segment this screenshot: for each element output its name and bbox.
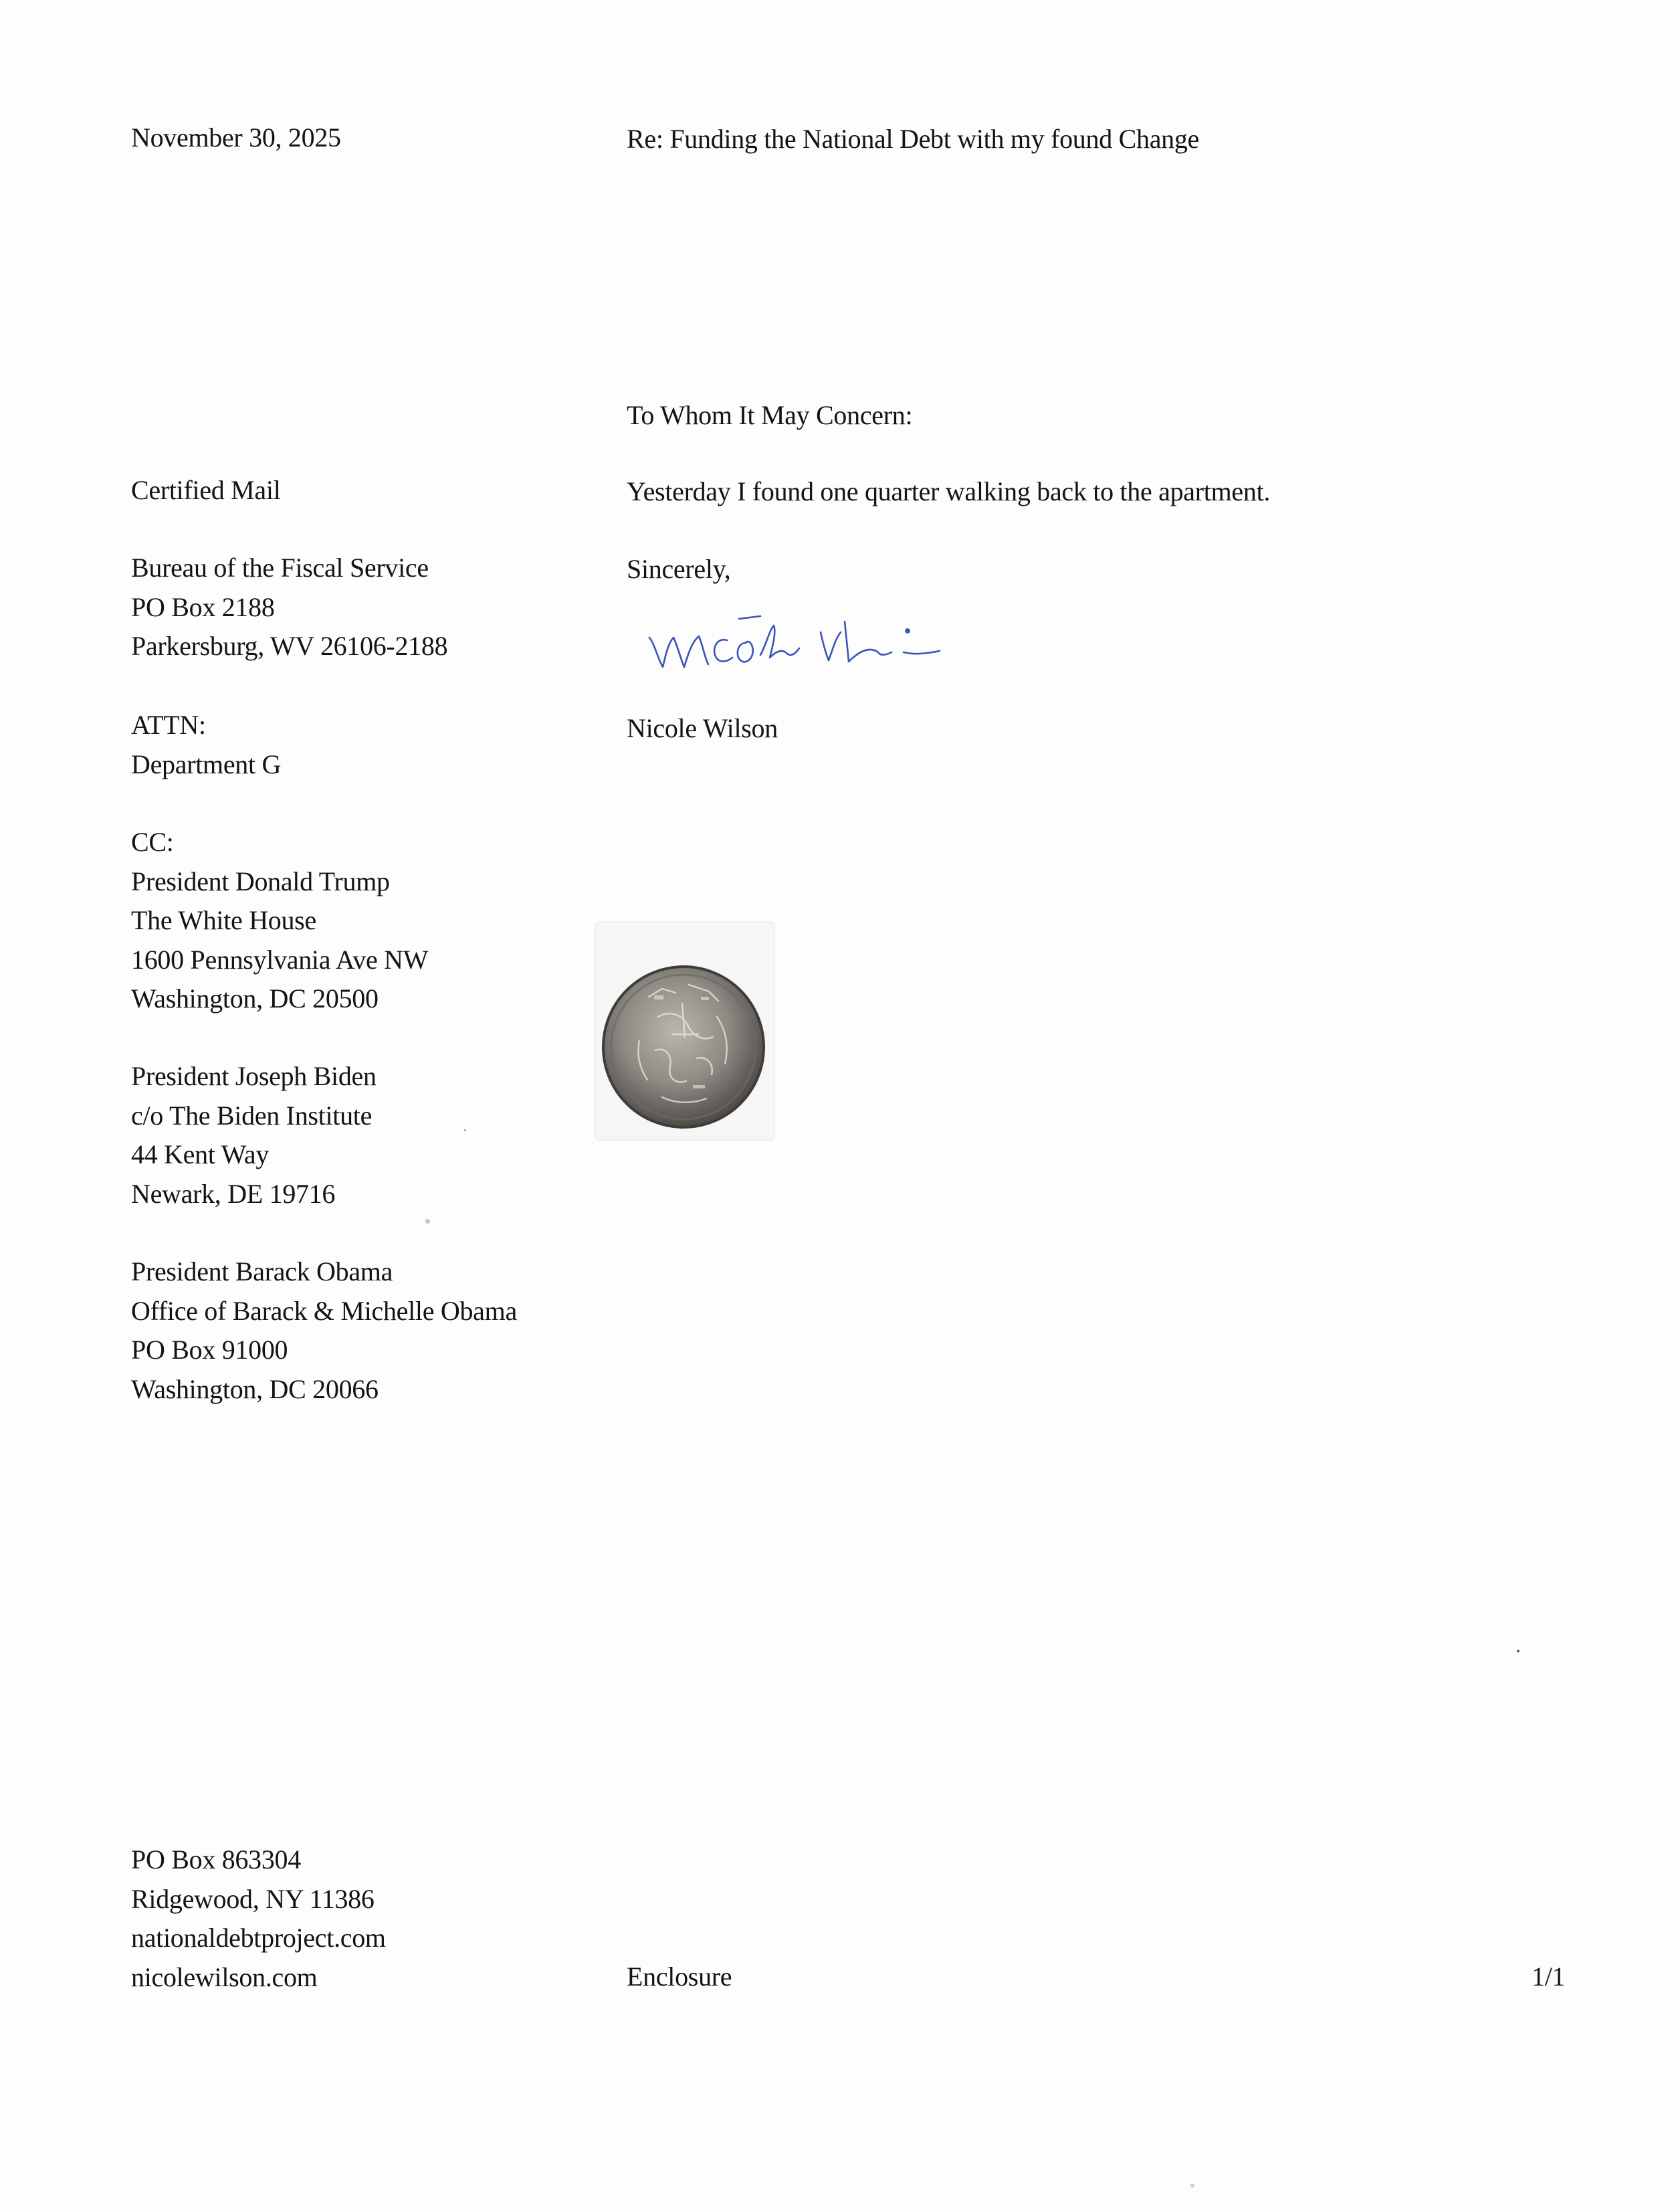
letter-salutation: To Whom It May Concern: [627, 400, 913, 430]
cc-line: c/o The Biden Institute [131, 1100, 373, 1131]
quarter-coin-icon [575, 917, 789, 1144]
cc-line: Office of Barack & Michelle Obama [131, 1295, 517, 1326]
cc-line: Washington, DC 20066 [131, 1373, 379, 1404]
scan-speck [425, 1219, 430, 1224]
scan-speck [464, 1129, 466, 1131]
cc-line: President Donald Trump [131, 866, 390, 896]
cc-block-biden [131, 1057, 377, 1214]
page-number: 1/1 [1532, 1961, 1566, 1992]
letter-closing: Sincerely, [627, 554, 731, 584]
attn-block [131, 706, 281, 784]
cc-block-obama [131, 1252, 517, 1409]
sender-website: nicolewilson.com [131, 1961, 318, 1992]
cc-line: 44 Kent Way [131, 1139, 270, 1169]
address-line: Bureau of the Fiscal Service [131, 553, 429, 583]
cc-line: The White House [131, 905, 316, 935]
cc-line: President Barack Obama [131, 1256, 393, 1286]
sender-line: Ridgewood, NY 11386 [131, 1883, 375, 1914]
scan-speck [1190, 2184, 1194, 2188]
letter-date: November 30, 2025 [131, 122, 341, 153]
attn-label: ATTN: [131, 710, 206, 740]
letter-subject: Re: Funding the National Debt with my found Change [627, 124, 1199, 154]
attn-department: Department G [131, 749, 282, 779]
cc-label: CC: [131, 827, 174, 857]
cc-line: Washington, DC 20500 [131, 983, 379, 1014]
signer-name: Nicole Wilson [627, 713, 778, 743]
handwritten-signature [645, 605, 953, 686]
sender-website: nationaldebtproject.com [131, 1923, 386, 1953]
mailing-method: Certified Mail [131, 475, 281, 505]
address-line: PO Box 2188 [131, 591, 275, 622]
cc-line: 1600 Pennsylvania Ave NW [131, 944, 429, 975]
sender-line: PO Box 863304 [131, 1844, 301, 1875]
scan-speck [1517, 1650, 1519, 1652]
cc-line: Newark, DE 19716 [131, 1178, 336, 1209]
address-line: Parkersburg, WV 26106-2188 [131, 631, 448, 661]
letter-body: Yesterday I found one quarter walking back to the apartment. [627, 476, 1271, 506]
cc-block-trump [131, 823, 428, 1019]
cc-line: PO Box 91000 [131, 1335, 288, 1365]
enclosure-note: Enclosure [627, 1961, 732, 1992]
cc-line: President Joseph Biden [131, 1061, 377, 1091]
sender-address [131, 1840, 386, 1997]
recipient-address [131, 549, 447, 666]
